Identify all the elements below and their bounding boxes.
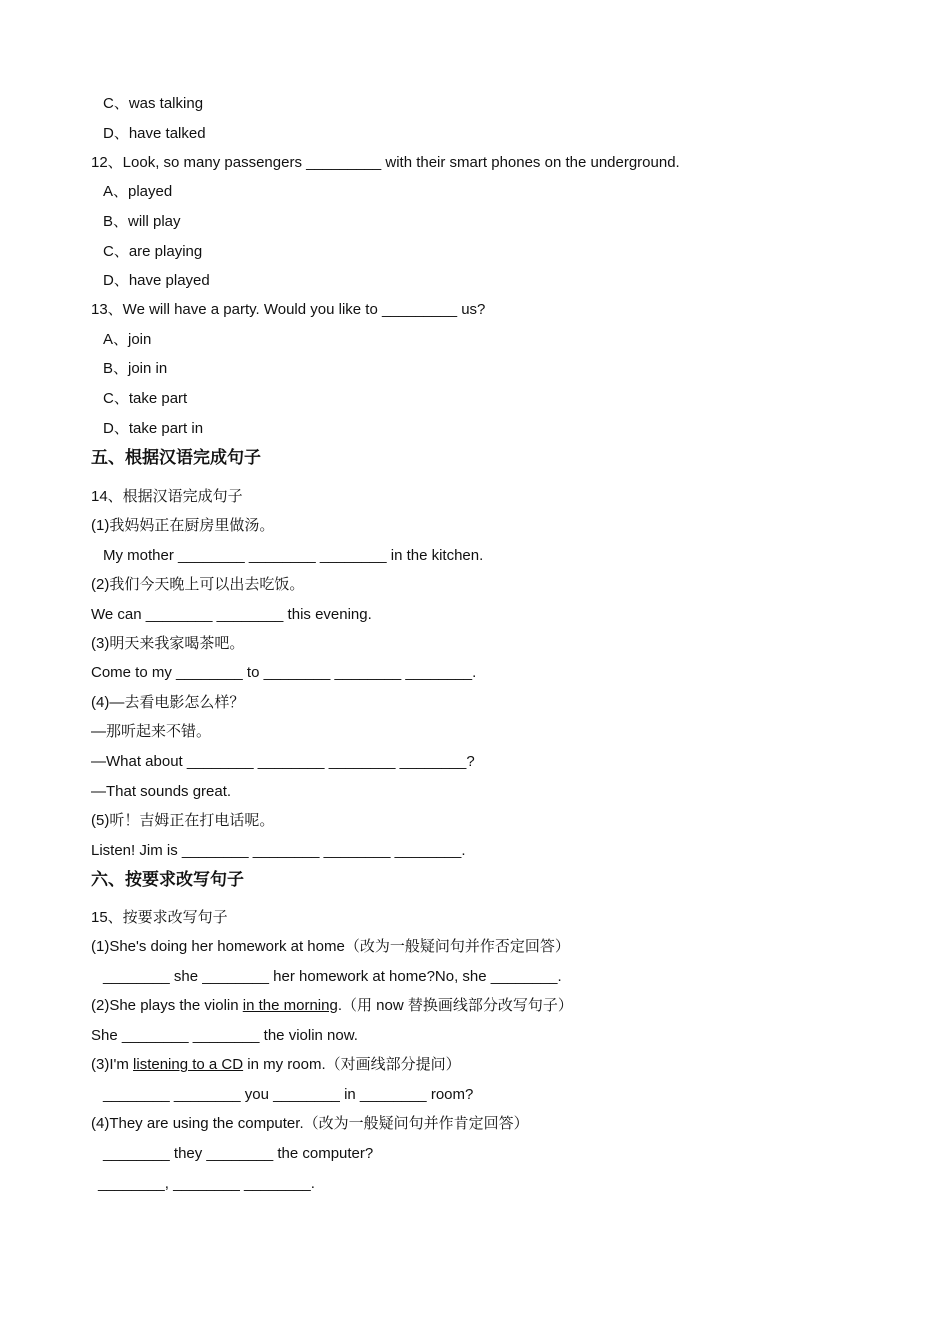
q14-item4-english-a: —What about ________ ________ ________ ________? bbox=[91, 753, 475, 770]
q11-option-d: D、have talked bbox=[103, 125, 206, 142]
q12-option-b: B、will play bbox=[103, 213, 181, 230]
q14-item4-chinese-a: (4)—去看电影怎么样？ bbox=[91, 694, 245, 711]
q15-item2-prompt: (2)She plays the violin in the morning.（用 now 替换画线部分改写句子） bbox=[91, 997, 573, 1014]
q14-item5-chinese: (5)听！吉姆正在打电话呢。 bbox=[91, 812, 275, 829]
q13-option-a: A、join bbox=[103, 331, 152, 348]
q14-item2-english: We can ________ ________ this evening. bbox=[91, 606, 372, 623]
q15-item1-answer: ________ she ________ her homework at home?No, she ________. bbox=[103, 968, 562, 985]
q15-item3-answer: ________ ________ you ________ in ________ room? bbox=[103, 1086, 474, 1103]
q15-item2-answer: She ________ ________ the violin now. bbox=[91, 1027, 358, 1044]
q15-item3-prompt: (3)I'm listening to a CD in my room.（对画线部分提问） bbox=[91, 1056, 461, 1073]
q12-option-a: A、played bbox=[103, 183, 173, 200]
q15-item1-prompt: (1)She's doing her homework at home（改为一般疑问句并作否定回答） bbox=[91, 938, 570, 955]
q14-item2-chinese: (2)我们今天晚上可以出去吃饭。 bbox=[91, 576, 305, 593]
q13-option-c: C、take part bbox=[103, 390, 188, 407]
q14-item4-chinese-b: —那听起来不错。 bbox=[91, 723, 212, 740]
q13-option-b: B、join in bbox=[103, 360, 168, 377]
q14-item5-english: Listen! Jim is ________ ________ ________ ________. bbox=[91, 842, 466, 859]
underlined-phrase: listening to a CD bbox=[133, 1056, 244, 1073]
q15-stem: 15、按要求改写句子 bbox=[91, 909, 228, 926]
q11-option-c: C、was talking bbox=[103, 95, 204, 112]
section5-heading: 五、根据汉语完成句子 bbox=[91, 448, 261, 468]
q14-item1-english: My mother ________ ________ ________ in the kitchen. bbox=[103, 547, 484, 564]
q12-stem: 12、Look, so many passengers _________ with their smart phones on the underground. bbox=[91, 154, 680, 171]
q14-stem: 14、根据汉语完成句子 bbox=[91, 488, 243, 505]
q15-item4-answer-question: ________ they ________ the computer? bbox=[103, 1145, 374, 1162]
q15-item4-answer-reply: ________, ________ ________. bbox=[98, 1175, 315, 1192]
q14-item3-chinese: (3)明天来我家喝茶吧。 bbox=[91, 635, 245, 652]
q14-item1-chinese: (1)我妈妈正在厨房里做汤。 bbox=[91, 517, 275, 534]
underlined-phrase: in the morning bbox=[242, 997, 338, 1014]
q12-option-c: C、are playing bbox=[103, 243, 203, 260]
q13-option-d: D、take part in bbox=[103, 420, 204, 437]
q14-item3-english: Come to my ________ to ________ ________ ________. bbox=[91, 664, 477, 681]
q13-stem: 13、We will have a party. Would you like to _________ us? bbox=[91, 301, 486, 318]
section6-heading: 六、按要求改写句子 bbox=[91, 870, 244, 890]
q15-item4-prompt: (4)They are using the computer.（改为一般疑问句并作肯定回答） bbox=[91, 1115, 529, 1132]
q14-item4-english-b: —That sounds great. bbox=[91, 783, 232, 800]
q12-option-d: D、have played bbox=[103, 272, 210, 289]
